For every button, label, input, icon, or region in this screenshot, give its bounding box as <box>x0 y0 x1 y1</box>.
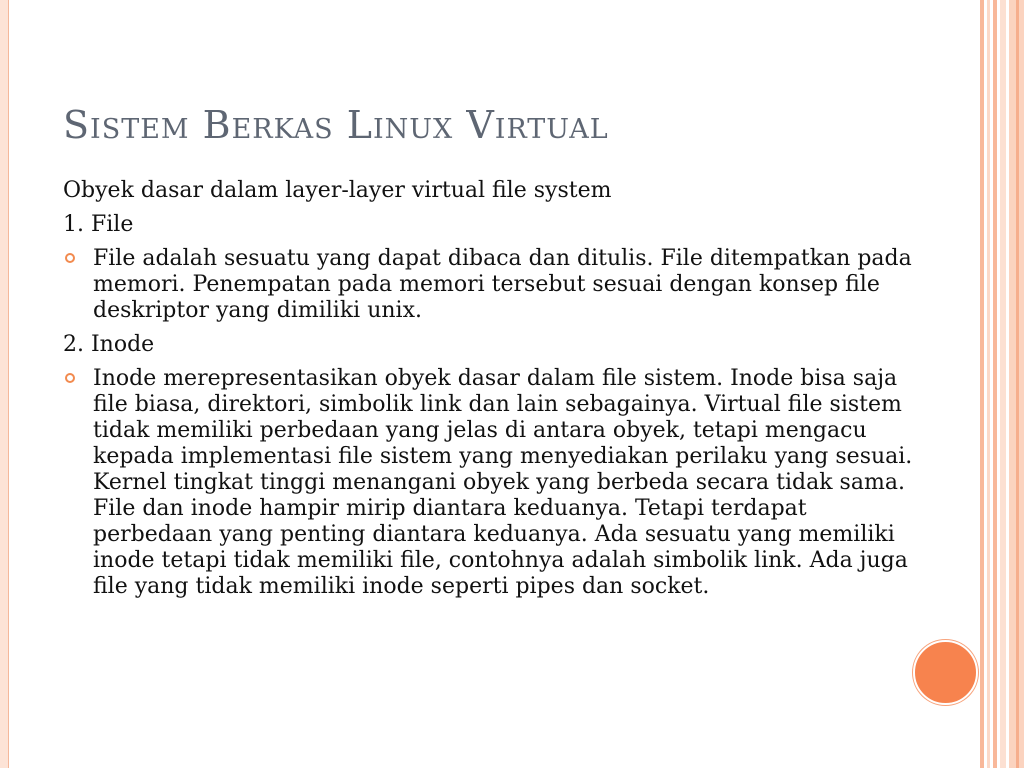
bullet-circle-icon <box>65 373 75 383</box>
decorative-stripe <box>980 0 984 768</box>
slide-body <box>63 178 913 608</box>
decorative-stripe <box>987 0 990 768</box>
intro-text: Obyek dasar dalam layer-layer virtual file system <box>63 178 612 203</box>
decorative-stripe <box>1000 0 1006 768</box>
decorative-stripe <box>993 0 997 768</box>
bullet-item-file <box>63 246 913 324</box>
section-heading-file: 1. File <box>63 212 134 237</box>
decorative-stripe <box>1016 0 1019 768</box>
bullet-item-inode <box>63 366 913 600</box>
section-heading-inode: 2. Inode <box>63 332 155 357</box>
bullet-text-inode: Inode merepresentasikan obyek dasar dalam file sistem. Inode bisa saja file biasa, direktori, simbolik link dan lain sebagainya. Virtual file sistem tidak memiliki perbedaan yang jelas di antara obyek, tetapi mengacu kepada implementasi file sistem yang menyediakan perilaku yang sesuai. Kernel tingkat tinggi menangani obyek yang berbeda secara tidak sama. File dan inode hampir mirip diantara keduanya. Tetapi terdapat perbedaan yang penting diantara keduanya. Ada sesuatu yang memiliki inode tetapi tidak memiliki file, contohnya adalah simbolik link. Ada juga file yang tidak memiliki inode seperti pipes dan socket. <box>93 366 913 599</box>
slide-title: Sistem Berkas Linux Virtual <box>63 103 609 147</box>
decorative-circle <box>913 640 978 705</box>
bullet-circle-icon <box>65 253 75 263</box>
bullet-text-file: File adalah sesuatu yang dapat dibaca dan ditulis. File ditempatkan pada memori. Penempatan pada memori tersebut sesuai dengan konsep file deskriptor yang dimiliki unix. <box>93 246 912 323</box>
left-border-band <box>0 0 9 768</box>
